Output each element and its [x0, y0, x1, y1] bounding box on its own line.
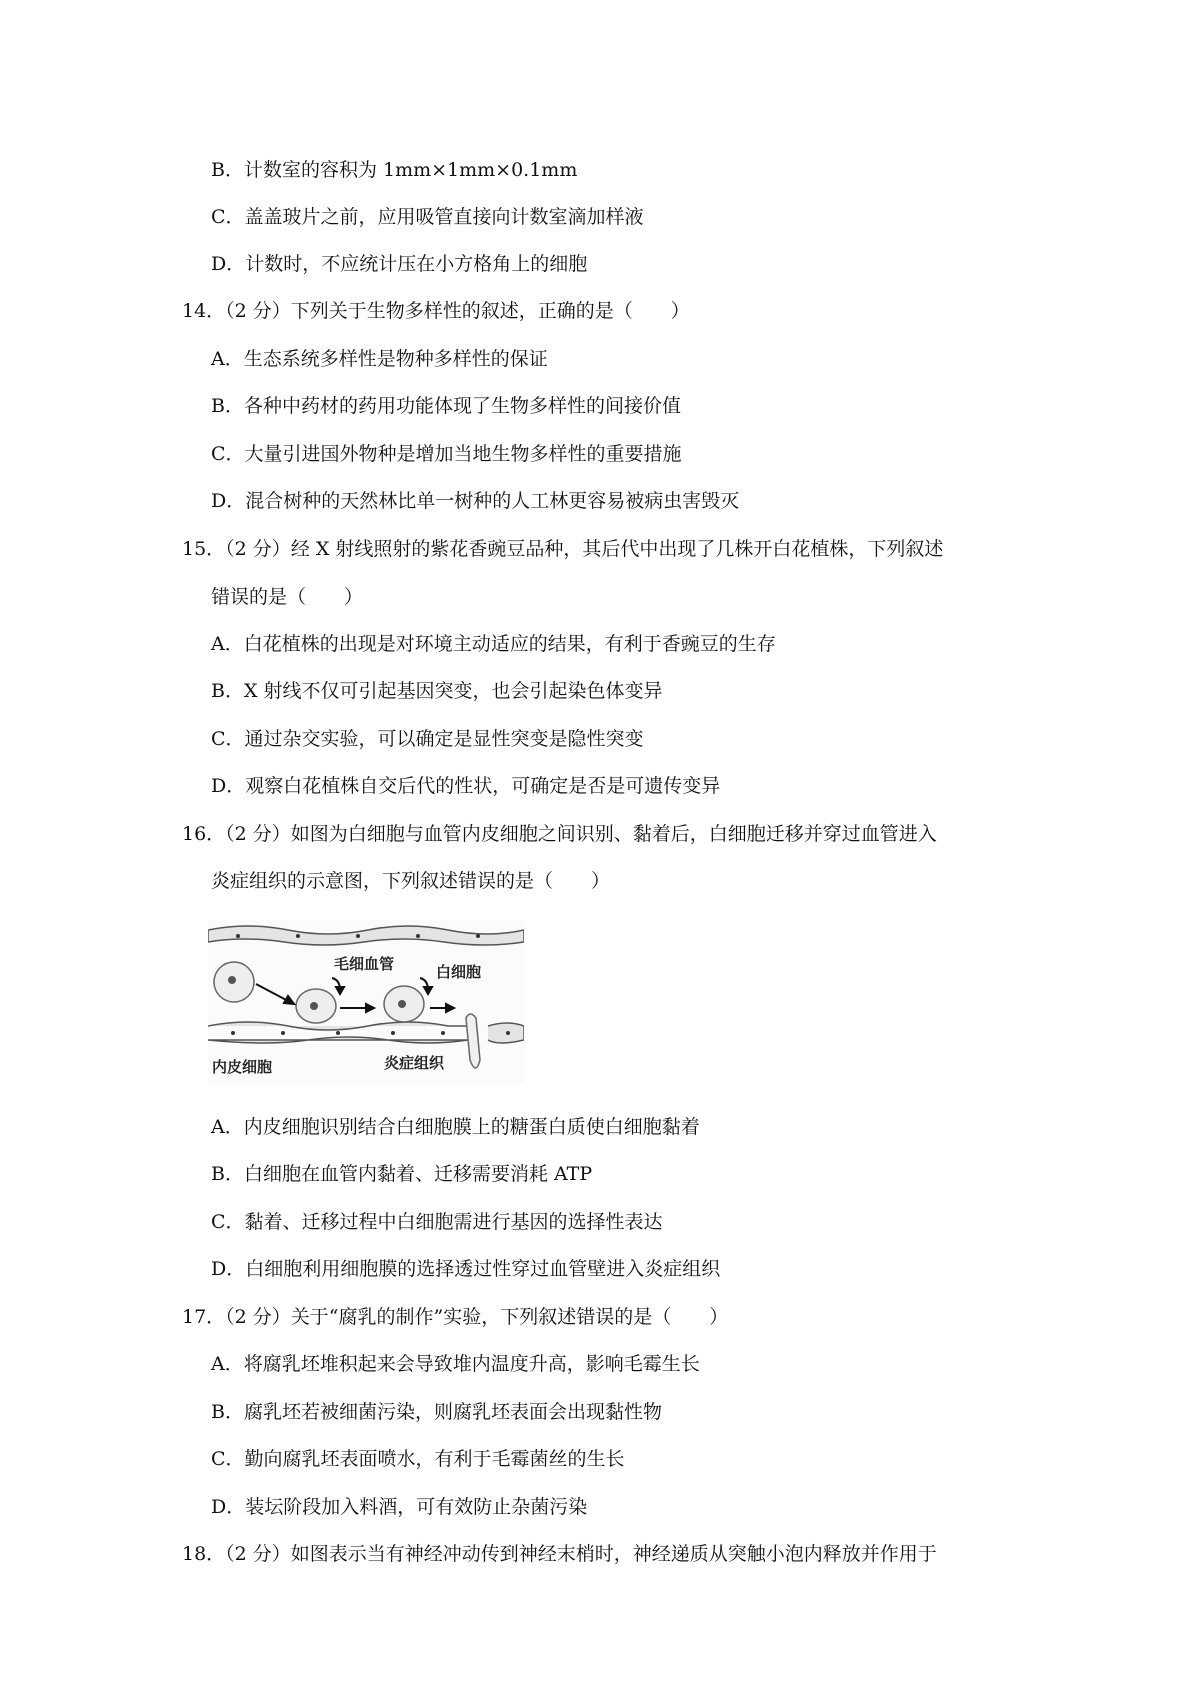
q16-option-c: C．黏着、迁移过程中白细胞需进行基因的选择性表达	[211, 1211, 663, 1233]
q16-option-a: A．内皮细胞识别结合白细胞膜上的糖蛋白质使白细胞黏着	[211, 1116, 700, 1138]
q15-option-b: B．X 射线不仅可引起基因突变，也会引起染色体变异	[211, 680, 663, 702]
q13-option-c: C．盖盖玻片之前，应用吸管直接向计数室滴加样液	[211, 206, 644, 228]
question-18-stem: 18．（2 分）如图表示当有神经冲动传到神经末梢时，神经递质从突触小泡内释放并作用于	[182, 1543, 937, 1565]
q17-option-d: D．装坛阶段加入料酒，可有效防止杂菌污染	[211, 1496, 588, 1518]
q14-option-a: A．生态系统多样性是物种多样性的保证	[211, 348, 548, 370]
q15-option-a: A．白花植株的出现是对环境主动适应的结果，有利于香豌豆的生存	[211, 633, 776, 655]
figure-drawing	[208, 920, 524, 1084]
q13-option-b: B．计数室的容积为 1mm×1mm×0.1mm	[211, 159, 578, 181]
question-16-stem-cont: 炎症组织的示意图，下列叙述错误的是（ ）	[211, 870, 611, 892]
q14-option-c: C．大量引进国外物种是增加当地生物多样性的重要措施	[211, 443, 682, 465]
question-17-stem: 17．（2 分）关于“腐乳的制作”实验，下列叙述错误的是（ ）	[182, 1306, 729, 1328]
q15-option-d: D．观察白花植株自交后代的性状，可确定是否是可遗传变异	[211, 775, 721, 797]
label-leukocyte: 白细胞	[436, 963, 482, 981]
q14-option-d: D．混合树种的天然林比单一树种的人工林更容易被病虫害毁灭	[211, 490, 740, 512]
question-15-stem-cont: 错误的是（ ）	[211, 586, 364, 608]
q14-option-b: B．各种中药材的药用功能体现了生物多样性的间接价值	[211, 395, 681, 417]
q16-option-d: D．白细胞利用细胞膜的选择透过性穿过血管壁进入炎症组织	[211, 1258, 721, 1280]
q17-option-a: A．将腐乳坯堆积起来会导致堆内温度升高，影响毛霉生长	[211, 1353, 700, 1375]
leukocyte-migration-figure	[208, 920, 524, 1084]
q15-option-c: C．通过杂交实验，可以确定是显性突变是隐性突变	[211, 728, 644, 750]
label-endothelial-cell: 内皮细胞	[212, 1058, 273, 1076]
label-inflammatory-tissue: 炎症组织	[384, 1054, 445, 1072]
question-16-stem: 16．（2 分）如图为白细胞与血管内皮细胞之间识别、黏着后，白细胞迁移并穿过血管进入	[182, 823, 937, 845]
q17-option-c: C．勤向腐乳坯表面喷水，有利于毛霉菌丝的生长	[211, 1448, 625, 1470]
question-14-stem: 14．（2 分）下列关于生物多样性的叙述，正确的是（ ）	[182, 300, 690, 322]
q16-option-b: B．白细胞在血管内黏着、迁移需要消耗 ATP	[211, 1163, 593, 1185]
q17-option-b: B．腐乳坯若被细菌污染，则腐乳坯表面会出现黏性物	[211, 1401, 662, 1423]
question-15-stem: 15．（2 分）经 X 射线照射的紫花香豌豆品种，其后代中出现了几株开白花植株，下列叙述	[182, 538, 944, 560]
q13-option-d: D．计数时，不应统计压在小方格角上的细胞	[211, 253, 588, 275]
label-capillary: 毛细血管	[334, 955, 395, 973]
